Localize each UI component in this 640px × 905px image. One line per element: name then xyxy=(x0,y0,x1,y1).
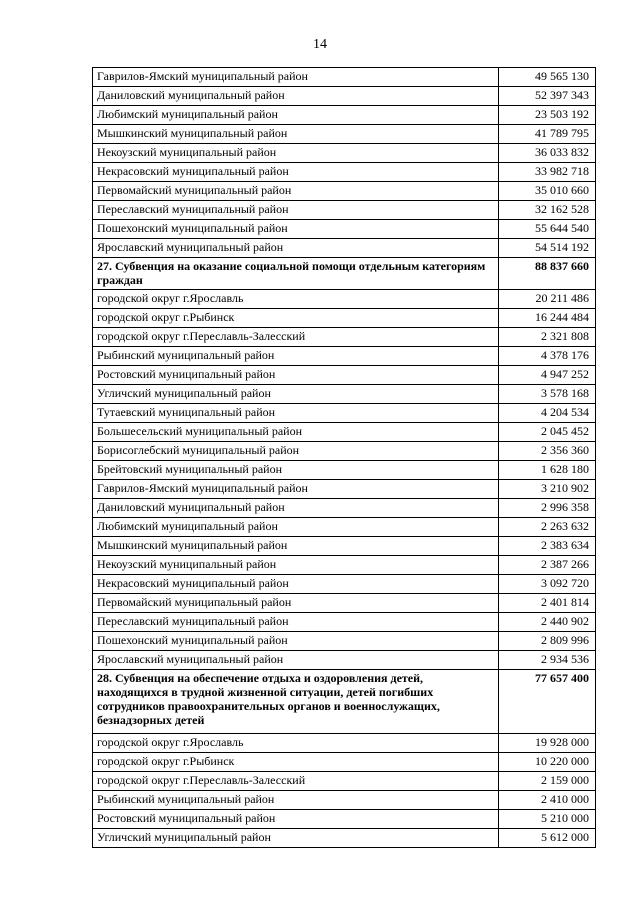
municipality-name: Первомайский муниципальный район xyxy=(93,182,499,201)
table-row xyxy=(93,829,596,848)
amount: 2 321 808 xyxy=(499,328,596,347)
table-row xyxy=(93,518,596,537)
table-row xyxy=(93,537,596,556)
amount: 5 210 000 xyxy=(499,810,596,829)
amount: 33 982 718 xyxy=(499,163,596,182)
amount: 55 644 540 xyxy=(499,220,596,239)
amount: 2 045 452 xyxy=(499,423,596,442)
amount: 4 204 534 xyxy=(499,404,596,423)
municipality-name: Борисоглебский муниципальный район xyxy=(93,442,499,461)
municipality-name: Пошехонский муниципальный район xyxy=(93,632,499,651)
table-row xyxy=(93,810,596,829)
municipality-name: городской округ г.Рыбинск xyxy=(93,753,499,772)
table-row xyxy=(93,290,596,309)
section-27-header xyxy=(93,258,596,290)
municipality-name: Большесельский муниципальный район xyxy=(93,423,499,442)
municipality-name: Ростовский муниципальный район xyxy=(93,366,499,385)
amount: 1 628 180 xyxy=(499,461,596,480)
table-row xyxy=(93,144,596,163)
municipality-name: Любимский муниципальный район xyxy=(93,518,499,537)
table-row xyxy=(93,328,596,347)
table-row xyxy=(93,106,596,125)
table-row xyxy=(93,423,596,442)
municipality-name: городской округ г.Переславль-Залесский xyxy=(93,772,499,791)
amount: 2 410 000 xyxy=(499,791,596,810)
municipality-name: Некоузский муниципальный район xyxy=(93,556,499,575)
municipality-name: Рыбинский муниципальный район xyxy=(93,347,499,366)
municipality-name: Переславский муниципальный район xyxy=(93,613,499,632)
amount: 4 378 176 xyxy=(499,347,596,366)
table-row xyxy=(93,480,596,499)
municipality-name: Переславский муниципальный район xyxy=(93,201,499,220)
municipality-name: городской округ г.Ярославль xyxy=(93,734,499,753)
amount: 16 244 484 xyxy=(499,309,596,328)
municipality-name: Любимский муниципальный район xyxy=(93,106,499,125)
table-row xyxy=(93,404,596,423)
table-row xyxy=(93,309,596,328)
municipality-name: Угличский муниципальный район xyxy=(93,385,499,404)
section-28-total: 77 657 400 xyxy=(499,670,596,734)
table-row xyxy=(93,125,596,144)
amount: 36 033 832 xyxy=(499,144,596,163)
amount: 35 010 660 xyxy=(499,182,596,201)
municipality-name: Гаврилов-Ямский муниципальный район xyxy=(93,480,499,499)
municipality-name: Рыбинский муниципальный район xyxy=(93,791,499,810)
amount: 32 162 528 xyxy=(499,201,596,220)
municipality-name: Некрасовский муниципальный район xyxy=(93,575,499,594)
amount: 41 789 795 xyxy=(499,125,596,144)
municipality-name: Даниловский муниципальный район xyxy=(93,499,499,518)
amount: 3 210 902 xyxy=(499,480,596,499)
municipality-name: Угличский муниципальный район xyxy=(93,829,499,848)
amount: 2 159 000 xyxy=(499,772,596,791)
amount: 49 565 130 xyxy=(499,68,596,87)
table-row xyxy=(93,734,596,753)
table-row xyxy=(93,442,596,461)
amount: 2 401 814 xyxy=(499,594,596,613)
municipality-name: городской округ г.Рыбинск xyxy=(93,309,499,328)
table-row xyxy=(93,556,596,575)
municipality-name: Брейтовский муниципальный район xyxy=(93,461,499,480)
amount: 2 809 996 xyxy=(499,632,596,651)
municipality-name: Гаврилов-Ямский муниципальный район xyxy=(93,68,499,87)
municipality-name: Ярославский муниципальный район xyxy=(93,239,499,258)
municipality-name: Ростовский муниципальный район xyxy=(93,810,499,829)
table-row xyxy=(93,239,596,258)
amount: 2 356 360 xyxy=(499,442,596,461)
amount: 19 928 000 xyxy=(499,734,596,753)
table-row xyxy=(93,613,596,632)
municipality-name: Некоузский муниципальный район xyxy=(93,144,499,163)
page-number: 14 xyxy=(313,37,327,52)
table-row xyxy=(93,87,596,106)
table-row xyxy=(93,201,596,220)
municipality-name: Ярославский муниципальный район xyxy=(93,651,499,670)
table-row xyxy=(93,772,596,791)
municipality-name: Некрасовский муниципальный район xyxy=(93,163,499,182)
table-row xyxy=(93,68,596,87)
section-28-title: 28. Субвенция на обеспечение отдыха и оздоровления детей, находящихся в трудной жизненной ситуации, детей погибших сотрудников правоохранительных органов и военнослужащих, безнадзорных детей xyxy=(93,670,499,734)
section-27-title: 27. Субвенция на оказание социальной помощи отдельным категориям граждан xyxy=(93,258,499,290)
table-row xyxy=(93,651,596,670)
table-row xyxy=(93,594,596,613)
municipality-name: Тутаевский муниципальный район xyxy=(93,404,499,423)
amount: 3 578 168 xyxy=(499,385,596,404)
amount: 52 397 343 xyxy=(499,87,596,106)
amount: 2 387 266 xyxy=(499,556,596,575)
amount: 2 263 632 xyxy=(499,518,596,537)
municipality-name: Мышкинский муниципальный район xyxy=(93,125,499,144)
table-row xyxy=(93,385,596,404)
table-row xyxy=(93,461,596,480)
amount: 3 092 720 xyxy=(499,575,596,594)
section-28-header xyxy=(93,670,596,734)
amount: 20 211 486 xyxy=(499,290,596,309)
amount: 2 934 536 xyxy=(499,651,596,670)
table-row xyxy=(93,632,596,651)
amount: 23 503 192 xyxy=(499,106,596,125)
table-row xyxy=(93,182,596,201)
subvention-table xyxy=(92,67,596,848)
table-row xyxy=(93,753,596,772)
amount: 2 440 902 xyxy=(499,613,596,632)
table-row xyxy=(93,499,596,518)
municipality-name: Мышкинский муниципальный район xyxy=(93,537,499,556)
amount: 2 996 358 xyxy=(499,499,596,518)
table-row xyxy=(93,575,596,594)
municipality-name: городской округ г.Ярославль xyxy=(93,290,499,309)
table-row xyxy=(93,347,596,366)
municipality-name: Первомайский муниципальный район xyxy=(93,594,499,613)
municipality-name: Пошехонский муниципальный район xyxy=(93,220,499,239)
table-row xyxy=(93,163,596,182)
amount: 4 947 252 xyxy=(499,366,596,385)
section-27-total: 88 837 660 xyxy=(499,258,596,290)
table-row xyxy=(93,220,596,239)
amount: 5 612 000 xyxy=(499,829,596,848)
table-row xyxy=(93,366,596,385)
amount: 10 220 000 xyxy=(499,753,596,772)
table-row xyxy=(93,791,596,810)
municipality-name: Даниловский муниципальный район xyxy=(93,87,499,106)
amount: 54 514 192 xyxy=(499,239,596,258)
amount: 2 383 634 xyxy=(499,537,596,556)
municipality-name: городской округ г.Переславль-Залесский xyxy=(93,328,499,347)
